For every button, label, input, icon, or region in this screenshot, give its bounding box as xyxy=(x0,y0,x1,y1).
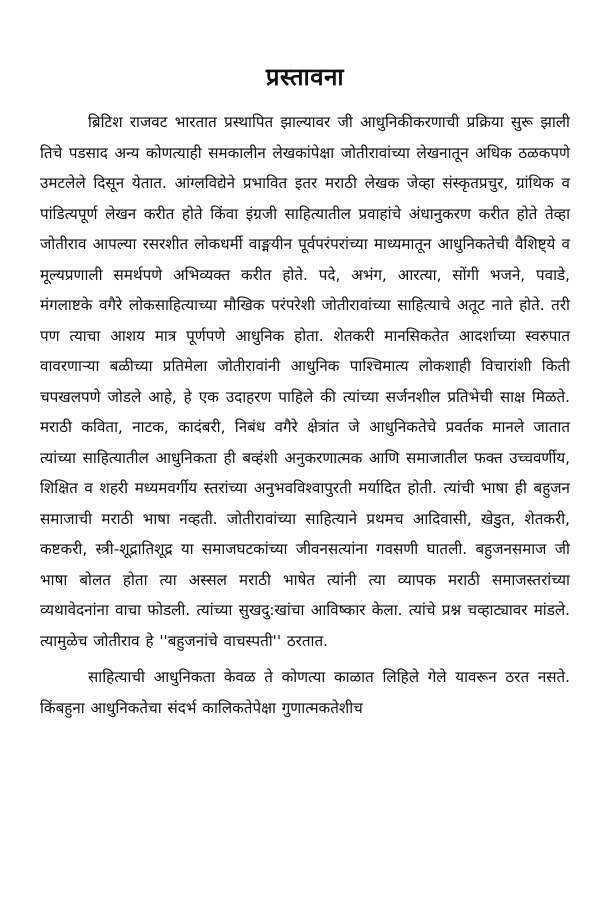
paragraph-2: साहित्याची आधुनिकता केवळ ते कोणत्या काळात लिहिले गेले यावरून ठरत नसते. किंबहुना आधुनिकतेचा संदर्भ कालिकतेपेक्षा गुणात्मकतेशीच xyxy=(40,668,570,717)
paragraph-1: ब्रिटिश राजवट भारतात प्रस्थापित झाल्यावर जी आधुनिकीकरणाची प्रक्रिया सुरू झाली तिचे पडसाद अन्य कोणत्याही समकालीन लेखकांपेक्षा जोतीरावांच्या लेखनातून अधिक ठळकपणे उमटलेले दिसून येतात. आंग्लविद्येने प्रभावित इतर मराठी लेखक जेव्हा संस्कृतप्रचुर, ग्रांथिक व पांडित्यपूर्ण लेखन करीत होते किंवा इंग्रजी साहित्यातील प्रवाहांचे अंधानुकरण करीत होते तेव्हा जोतीराव आपल्या रसरशीत लोकधर्मी वाङ्मयीन पूर्वपरंपरांच्या माध्यमातून आधुनिकतेची वैशिष्ट्ये व मूल्यप्रणाली समर्थपणे अभिव्यक्त करीत होते. पदे, अभंग, आरत्या, सोंगी भजने, पवाडे, मंगलाष्टके वगैरे लोकसाहित्याच्या मौखिक परंपरेशी जोतीरावांच्या साहित्याचे अतूट नाते होते. तरी पण त्याचा आशय मात्र पूर्णपणे आधुनिक होता. शेतकरी मानसिकतेत आदर्शाच्या स्वरुपात वावरणाऱ्या बळीच्या प्रतिमेला जोतीरावांनी आधुनिक पाश्चिमात्य लोकशाही विचारांशी किती चपखलपणे जोडले आहे, हे एक उदाहरण पाहिले की त्यांच्या सर्जनशील प्रतिभेची साक्ष मिळते. मराठी कविता, नाटक, कादंबरी, निबंध वगैरे क्षेत्रांत जे आधुनिकतेचे प्रवर्तक मानले जातात त्यांच्या साहित्यातील आधुनिकता ही बव्हंशी अनुकरणात्मक आणि समाजातील फक्त उच्चवर्णीय, शिक्षित व शहरी मध्यमवर्गीय स्तरांच्या अनुभवविश्वापुरती मर्यादित होती. त्यांची भाषा ही बहुजन समाजाची मराठी भाषा नव्हती. जोतीरावांच्या साहित्याने प्रथमच आदिवासी, खेडुत, शेतकरी, कष्टकरी, स्त्री-शूद्रातिशूद्र या समाजघटकांच्या जीवनसत्यांना गवसणी घातली. बहुजनसमाज जी भाषा बोलत होता त्या अस्सल मराठी भाषेत त्यांनी त्या व्यापक मराठी समाजस्तरांच्या व्यथावेदनांना वाचा फोडली. त्यांच्या सुखदु:खांचा आविष्कार केला. त्यांचे प्रश्न चव्हाट्यावर मांडले. त्यामुळेच जोतीराव हे ''बहुजनांचे वाचस्पती'' ठरतात. xyxy=(40,113,570,650)
page-title: प्रस्तावना xyxy=(265,63,345,91)
